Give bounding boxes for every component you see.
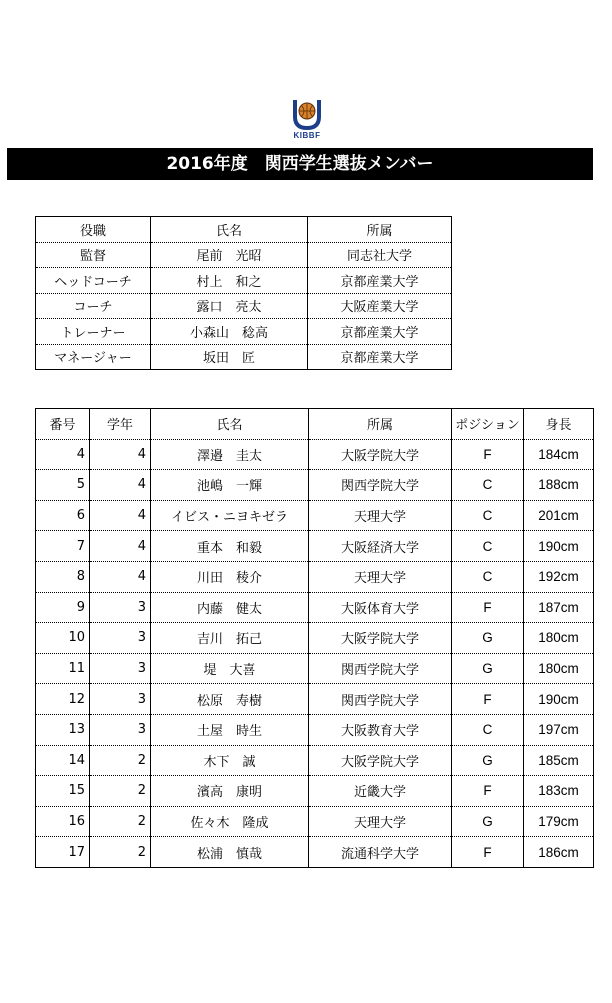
players-header-affiliation: 所属 xyxy=(309,409,452,440)
name-cell: 木下 誠 xyxy=(151,745,309,776)
name-cell: 松原 寿樹 xyxy=(151,684,309,715)
number-cell: 17 xyxy=(36,837,90,868)
name-cell: 内藤 健太 xyxy=(151,592,309,623)
staff-header-row xyxy=(36,217,452,243)
grade-cell: 3 xyxy=(90,684,151,715)
name-cell: 坂田 匠 xyxy=(151,344,308,370)
staff-row xyxy=(36,242,452,268)
number-cell: 15 xyxy=(36,776,90,807)
players-header-name: 氏名 xyxy=(151,409,309,440)
height-cell: 201cm xyxy=(524,500,594,531)
players-header-number: 番号 xyxy=(36,409,90,440)
role-cell: ヘッドコーチ xyxy=(36,268,151,294)
grade-cell: 3 xyxy=(90,592,151,623)
player-row xyxy=(36,500,594,531)
position-cell: C xyxy=(452,500,524,531)
height-cell: 186cm xyxy=(524,837,594,868)
affiliation-cell: 流通科学大学 xyxy=(309,837,452,868)
position-cell: G xyxy=(452,653,524,684)
affiliation-cell: 大阪体育大学 xyxy=(309,592,452,623)
grade-cell: 4 xyxy=(90,531,151,562)
affiliation-cell: 関西学院大学 xyxy=(309,470,452,501)
basketball-icon xyxy=(292,97,322,131)
staff-header-affiliation: 所属 xyxy=(308,217,452,243)
player-row xyxy=(36,745,594,776)
staff-row xyxy=(36,319,452,345)
number-cell: 13 xyxy=(36,714,90,745)
height-cell: 180cm xyxy=(524,623,594,654)
number-cell: 8 xyxy=(36,561,90,592)
number-cell: 7 xyxy=(36,531,90,562)
height-cell: 188cm xyxy=(524,470,594,501)
affiliation-cell: 京都産業大学 xyxy=(308,319,452,345)
number-cell: 14 xyxy=(36,745,90,776)
grade-cell: 2 xyxy=(90,745,151,776)
name-cell: 小森山 稔高 xyxy=(151,319,308,345)
name-cell: 尾前 光昭 xyxy=(151,242,308,268)
height-cell: 190cm xyxy=(524,531,594,562)
players-header-position: ポジション xyxy=(452,409,524,440)
affiliation-cell: 天理大学 xyxy=(309,561,452,592)
affiliation-cell: 大阪学院大学 xyxy=(309,623,452,654)
player-row xyxy=(36,470,594,501)
position-cell: C xyxy=(452,561,524,592)
number-cell: 10 xyxy=(36,623,90,654)
name-cell: 佐々木 隆成 xyxy=(151,806,309,837)
name-cell: 川田 稜介 xyxy=(151,561,309,592)
player-row xyxy=(36,653,594,684)
grade-cell: 3 xyxy=(90,714,151,745)
name-cell: 土屋 時生 xyxy=(151,714,309,745)
role-cell: トレーナー xyxy=(36,319,151,345)
affiliation-cell: 関西学院大学 xyxy=(309,653,452,684)
role-cell: マネージャー xyxy=(36,344,151,370)
role-cell: コーチ xyxy=(36,293,151,319)
position-cell: C xyxy=(452,470,524,501)
affiliation-cell: 同志社大学 xyxy=(308,242,452,268)
staff-header-role: 役職 xyxy=(36,217,151,243)
name-cell: 池嶋 一輝 xyxy=(151,470,309,501)
number-cell: 9 xyxy=(36,592,90,623)
logo-text: KIBBF xyxy=(293,131,321,140)
position-cell: C xyxy=(452,531,524,562)
number-cell: 6 xyxy=(36,500,90,531)
affiliation-cell: 大阪学院大学 xyxy=(309,745,452,776)
height-cell: 197cm xyxy=(524,714,594,745)
position-cell: F xyxy=(452,592,524,623)
position-cell: G xyxy=(452,745,524,776)
name-cell: 松浦 慎哉 xyxy=(151,837,309,868)
position-cell: C xyxy=(452,714,524,745)
position-cell: F xyxy=(452,439,524,470)
players-table xyxy=(35,408,594,868)
player-row xyxy=(36,837,594,868)
grade-cell: 4 xyxy=(90,500,151,531)
height-cell: 185cm xyxy=(524,745,594,776)
player-row xyxy=(36,806,594,837)
affiliation-cell: 天理大学 xyxy=(309,500,452,531)
kibbf-logo xyxy=(286,97,328,145)
number-cell: 12 xyxy=(36,684,90,715)
grade-cell: 2 xyxy=(90,806,151,837)
height-cell: 180cm xyxy=(524,653,594,684)
staff-row xyxy=(36,344,452,370)
grade-cell: 4 xyxy=(90,470,151,501)
player-row xyxy=(36,439,594,470)
height-cell: 190cm xyxy=(524,684,594,715)
height-cell: 192cm xyxy=(524,561,594,592)
player-row xyxy=(36,776,594,807)
staff-header-name: 氏名 xyxy=(151,217,308,243)
affiliation-cell: 天理大学 xyxy=(309,806,452,837)
name-cell: 村上 和之 xyxy=(151,268,308,294)
player-row xyxy=(36,561,594,592)
affiliation-cell: 京都産業大学 xyxy=(308,268,452,294)
page-title: 2016年度 関西学生選抜メンバー xyxy=(7,148,593,180)
height-cell: 179cm xyxy=(524,806,594,837)
players-header-row xyxy=(36,409,594,440)
name-cell: 重本 和毅 xyxy=(151,531,309,562)
grade-cell: 4 xyxy=(90,439,151,470)
name-cell: 露口 亮太 xyxy=(151,293,308,319)
number-cell: 11 xyxy=(36,653,90,684)
grade-cell: 3 xyxy=(90,623,151,654)
position-cell: G xyxy=(452,806,524,837)
number-cell: 16 xyxy=(36,806,90,837)
height-cell: 184cm xyxy=(524,439,594,470)
affiliation-cell: 京都産業大学 xyxy=(308,344,452,370)
player-row xyxy=(36,684,594,715)
player-row xyxy=(36,623,594,654)
affiliation-cell: 大阪産業大学 xyxy=(308,293,452,319)
role-cell: 監督 xyxy=(36,242,151,268)
affiliation-cell: 近畿大学 xyxy=(309,776,452,807)
grade-cell: 4 xyxy=(90,561,151,592)
position-cell: G xyxy=(452,623,524,654)
affiliation-cell: 大阪学院大学 xyxy=(309,439,452,470)
name-cell: イビス・ニヨキゼラ xyxy=(151,500,309,531)
players-header-grade: 学年 xyxy=(90,409,151,440)
grade-cell: 2 xyxy=(90,837,151,868)
number-cell: 5 xyxy=(36,470,90,501)
player-row xyxy=(36,531,594,562)
position-cell: F xyxy=(452,776,524,807)
position-cell: F xyxy=(452,837,524,868)
staff-row xyxy=(36,268,452,294)
player-row xyxy=(36,714,594,745)
players-header-height: 身長 xyxy=(524,409,594,440)
staff-table xyxy=(35,216,452,370)
affiliation-cell: 大阪教育大学 xyxy=(309,714,452,745)
position-cell: F xyxy=(452,684,524,715)
affiliation-cell: 関西学院大学 xyxy=(309,684,452,715)
affiliation-cell: 大阪経済大学 xyxy=(309,531,452,562)
name-cell: 堤 大喜 xyxy=(151,653,309,684)
height-cell: 183cm xyxy=(524,776,594,807)
staff-row xyxy=(36,293,452,319)
name-cell: 澤邉 圭太 xyxy=(151,439,309,470)
height-cell: 187cm xyxy=(524,592,594,623)
number-cell: 4 xyxy=(36,439,90,470)
name-cell: 吉川 拓己 xyxy=(151,623,309,654)
grade-cell: 2 xyxy=(90,776,151,807)
player-row xyxy=(36,592,594,623)
grade-cell: 3 xyxy=(90,653,151,684)
name-cell: 濱高 康明 xyxy=(151,776,309,807)
